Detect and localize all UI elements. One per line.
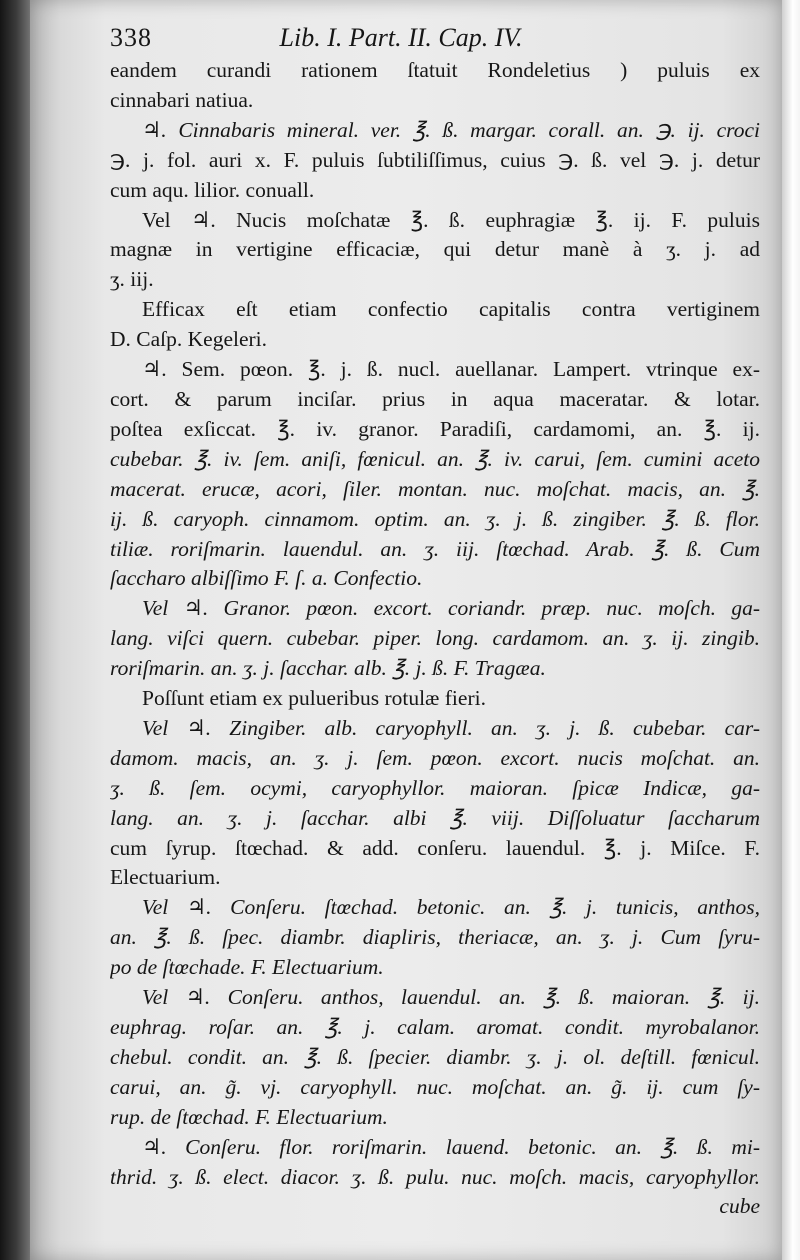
catchword: cube (719, 1194, 760, 1219)
text-line: cubebar. ℥. iv. ſem. aniſi, fœnicul. an. ℥. iv. carui, ſem. cumini aceto (110, 446, 760, 471)
text-line: rup. de ſtœchad. F. Electuarium. (110, 1104, 388, 1129)
text-line: cum ſyrup. ſtœchad. & add. conſeru. lauendul. ℥. j. Miſce. F. (110, 835, 760, 860)
page-number: 338 (110, 23, 152, 52)
text-line: ʒ. ß. ſem. ocymi, caryophyllor. maioran. ſpicæ Indicæ, ga- (110, 775, 760, 800)
text-line: chebul. condit. an. ℥. ß. ſpecier. diambr. ʒ. j. ol. deſtill. fœnicul. (110, 1044, 760, 1069)
text-line: Poſſunt etiam ex pulueribus rotulæ fieri. (142, 686, 486, 711)
text-line: Vel ♃. Zingiber. alb. caryophyll. an. ʒ. j. ß. cubebar. car- (142, 715, 760, 740)
text-line: euphrag. roſar. an. ℥. j. calam. aromat. condit. myrobalanor. (110, 1015, 760, 1039)
text-line: cort. & parum inciſar. prius in aqua maceratar. & lotar. (110, 386, 760, 411)
text-line: D. Caſp. Kegeleri. (110, 327, 268, 352)
text-line: Vel ♃. Nucis moſchatæ ℥. ß. euphragiæ ℥. ij. F. puluis (142, 207, 760, 232)
text-line: Efficax eſt etiam confectio capitalis contra vertiginem (142, 297, 760, 322)
text-line: po de ſtœchade. F. Electuarium. (110, 955, 384, 980)
page-edge (782, 0, 800, 1260)
text-line: tiliæ. roriſmarin. lauendul. an. ʒ. iij. ſtœchad. Arab. ℥. ß. Cum (110, 536, 760, 561)
text-line: ℈. j. fol. auri x. F. puluis ſubtiliſſimus, cuius ℈. ß. vel ℈. j. detur (110, 147, 760, 172)
text-line: lang. viſci quern. cubebar. piper. long. cardamom. an. ʒ. ij. zingib. (110, 626, 760, 651)
running-title: Lib. I. Part. II. Cap. IV. (279, 23, 523, 52)
text-line: ♃. Conſeru. flor. roriſmarin. lauend. betonic. an. ℥. ß. mi- (142, 1134, 760, 1159)
text-line: eandem curandi rationem ſtatuit Rondeletius ) puluis ex (110, 58, 760, 82)
text-line: ♃. Cinnabaris mineral. ver. ℥. ß. margar. corall. an. ℈. ij. croci (142, 117, 760, 142)
body-text (110, 56, 760, 1192)
text-line: cinnabari natiua. (110, 87, 254, 112)
text-line: Vel ♃. Conſeru. ſtœchad. betonic. an. ℥. j. tunicis, anthos, (142, 895, 760, 920)
text-line: Vel ♃. Granor. pœon. excort. coriandr. præp. nuc. moſch. ga- (142, 596, 760, 621)
text-line: macerat. erucæ, acori, ſiler. montan. nuc. moſchat. macis, an. ℥. (110, 476, 760, 501)
text-line: poſtea exſiccat. ℥. iv. granor. Paradiſi, cardamomi, an. ℥. ij. (110, 416, 760, 441)
text-line: ʒ. iij. (110, 267, 154, 292)
text-line: magnæ in vertigine efficaciæ, qui detur manè à ʒ. j. ad (110, 237, 760, 262)
text-line: damom. macis, an. ʒ. j. ſem. pœon. excort. nucis moſchat. an. (110, 745, 760, 770)
text-line: an. ℥. ß. ſpec. diambr. diapliris, theriacæ, an. ʒ. j. Cum ſyru- (110, 925, 760, 950)
page-text-block (110, 20, 760, 1222)
text-line: thrid. ʒ. ß. elect. diacor. ʒ. ß. pulu. nuc. moſch. macis, caryophyllor. (110, 1164, 760, 1189)
text-line: ſaccharo albiſſimo F. ſ. a. Confectio. (110, 566, 423, 591)
text-line: carui, an. g̃. vj. caryophyll. nuc. moſchat. an. g̃. ij. cum ſy- (110, 1074, 760, 1099)
text-line: roriſmarin. an. ʒ. j. ſacchar. alb. ℥. j. ß. F. Tragæa. (110, 656, 546, 681)
text-line: ♃. Sem. pœon. ℥. j. ß. nucl. auellanar. Lampert. vtrinque ex- (142, 357, 760, 382)
text-line: ij. ß. caryoph. cinnamom. optim. an. ʒ. j. ß. zingiber. ℥. ß. flor. (110, 506, 760, 531)
text-line: cum aqu. lilior. conuall. (110, 177, 315, 202)
text-line: Vel ♃. Conſeru. anthos, lauendul. an. ℥. ß. maioran. ℥. ij. (142, 985, 760, 1010)
running-head (110, 20, 760, 56)
text-line: lang. an. ʒ. j. ſacchar. albi ℥. viij. Diſſoluatur ſaccharum (110, 805, 760, 830)
text-line: Electuarium. (110, 865, 221, 890)
